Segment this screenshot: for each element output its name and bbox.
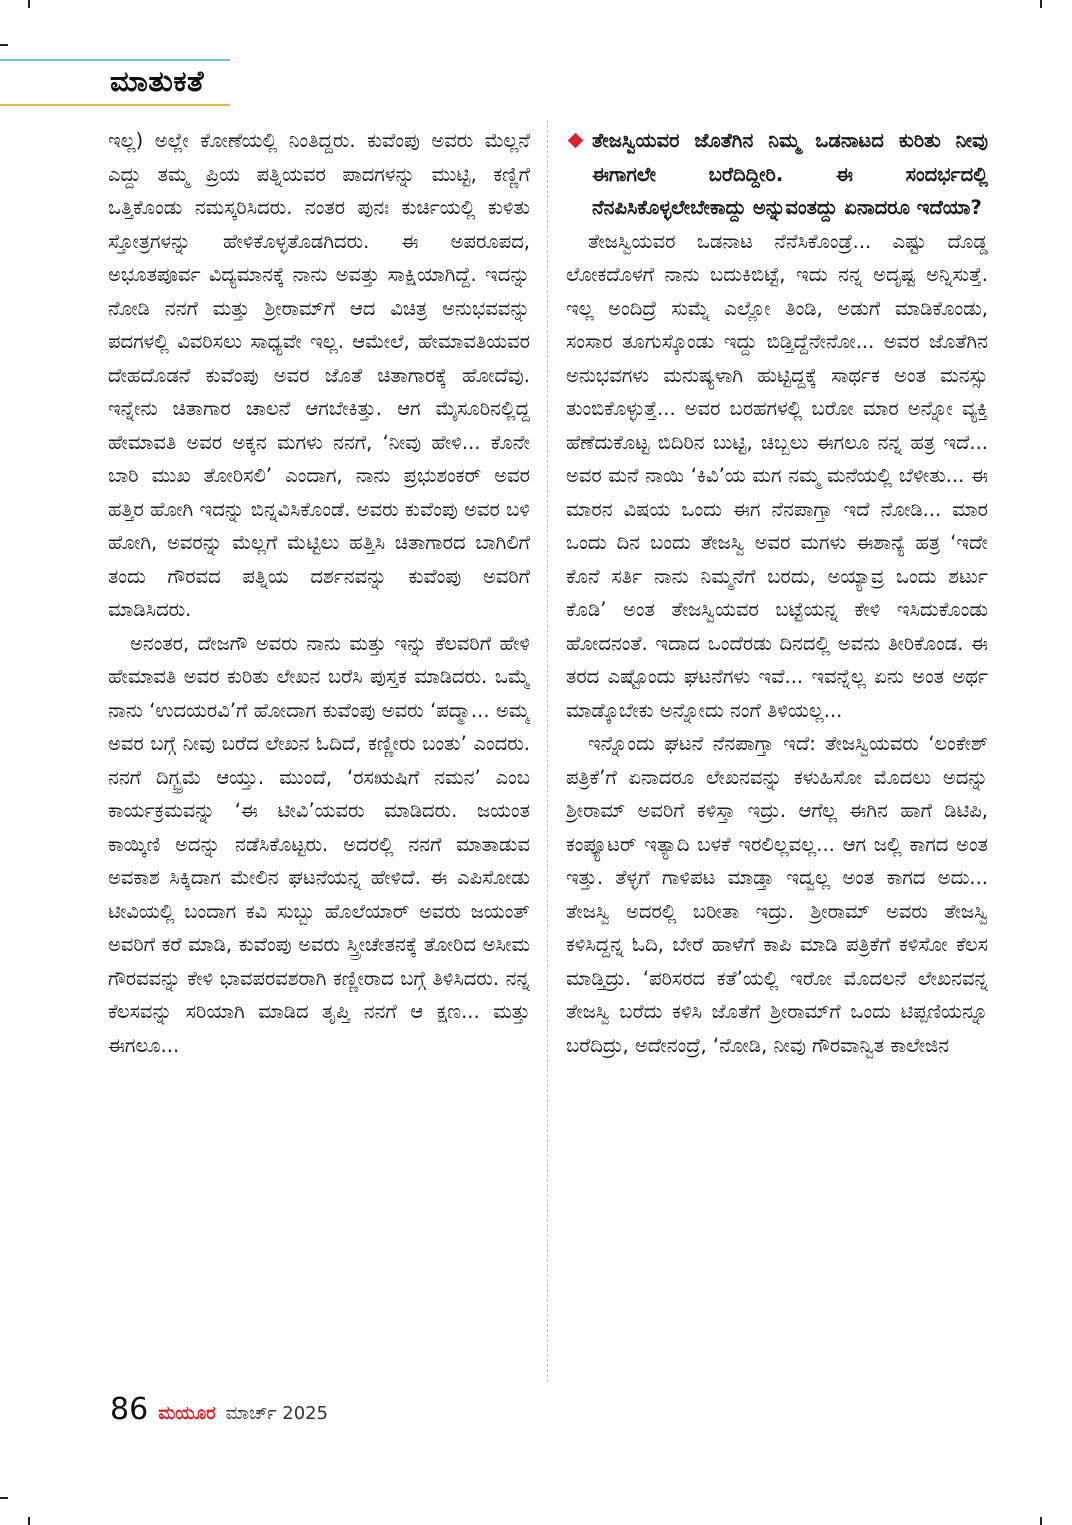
- interview-question: [566, 124, 988, 225]
- issue-date: ಮಾರ್ಚ್ 2025: [225, 1403, 329, 1424]
- question-text: ತೇಜಸ್ವಿಯವರ ಜೊತೆಗಿನ ನಿಮ್ಮ ಒಡನಾಟದ ಕುರಿತು ನೀವು ಈಗಾಗಲೇ ಬರೆದಿದ್ದೀರಿ. ಈ ಸಂದರ್ಭದಲ್ಲಿ ನೆನಪಿಸಿಕೊಳ್ಳಲೇಬೇಕಾದ್ದು ಅನ್ನುವಂತದ್ದು ಏನಾದರೂ ಇದೆಯಾ?: [592, 129, 988, 219]
- section-title: ಮಾತುಕತೆ: [110, 64, 204, 98]
- left-column: [108, 124, 530, 1382]
- crop-mark: [1040, 1517, 1042, 1525]
- crop-mark: [28, 0, 30, 8]
- right-column: [566, 124, 988, 1382]
- crop-mark: [1040, 0, 1042, 8]
- left-paragraph-2: ಅನಂತರ, ದೇಜಗೌ ಅವರು ನಾನು ಮತ್ತು ಇನ್ನು ಕೆಲವರಿಗೆ ಹೇಳಿ ಹೇಮಾವತಿ ಅವರ ಕುರಿತು ಲೇಖನ ಬರೆಸಿ ಪುಸ್ತಕ ಮಾಡಿದರು. ಒಮ್ಮೆ ನಾನು ‘ಉದಯರವಿ’ಗೆ ಹೋದಾಗ ಕುವೆಂಪು ಅವರು ‘ಪದ್ಮಾ... ಅಮ್ಮ ಅವರ ಬಗ್ಗೆ ನೀವು ಬರೆದ ಲೇಖನ ಓದಿದೆ, ಕಣ್ಣೀರು ಬಂತು’ ಎಂದರು. ನನಗೆ ದಿಗ್ಭ್ರಮೆ ಆಯ್ತು. ಮುಂದೆ, ‘ರಸಋಷಿಗೆ ನಮನ’ ಎಂಬ ಕಾರ್ಯಕ್ರಮವನ್ನು ‘ಈ ಟೀವಿ’ಯವರು ಮಾಡಿದರು. ಜಯಂತ ಕಾಯ್ಕಿಣಿ ಅದನ್ನು ನಡೆಸಿಕೊಟ್ಟರು. ಅದರಲ್ಲಿ ನನಗೆ ಮಾತಾಡುವ ಅವಕಾಶ ಸಿಕ್ಕಿದಾಗ ಮೇಲಿನ ಘಟನೆಯನ್ನ ಹೇಳಿದೆ. ಈ ಎಪಿಸೋಡು ಟೀವಿಯಲ್ಲಿ ಬಂದಾಗ ಕವಿ ಸುಬ್ಬು ಹೊಲೆಯಾರ್ ಅವರು ಜಯಂತ್ ಅವರಿಗೆ ಕರೆ ಮಾಡಿ, ಕುವೆಂಪು ಅವರು ಸ್ತ್ರೀಚೇತನಕ್ಕೆ ತೋರಿದ ಅಸೀಮ ಗೌರವವನ್ನು ಕೇಳಿ ಭಾವಪರವಶರಾಗಿ ಕಣ್ಣೀರಾದ ಬಗ್ಗೆ ತಿಳಿಸಿದರು. ನನ್ನ ಕೆಲಸವನ್ನು ಸರಿಯಾಗಿ ಮಾಡಿದ ತೃಪ್ತಿ ನನಗೆ ಆ ಕ್ಷಣ... ಮತ್ತು ಈಗಲೂ...: [108, 631, 530, 1057]
- magazine-logo: ಮಯೂರ: [158, 1403, 216, 1424]
- header-rule-yellow: [0, 104, 230, 106]
- column-divider: [547, 120, 548, 1382]
- right-paragraph-2: ಇನ್ನೊಂದು ಘಟನೆ ನೆನಪಾಗ್ತಾ ಇದೆ: ತೇಜಸ್ವಿಯವರು ‘ಲಂಕೇಶ್ ಪತ್ರಿಕೆ’ಗೆ ಏನಾದರೂ ಲೇಖನವನ್ನು ಕಳುಹಿಸೋ ಮೊದಲು ಅದನ್ನು ಶ್ರೀರಾಮ್ ಅವರಿಗೆ ಕಳಿಸ್ತಾ ಇದ್ರು. ಆಗೆಲ್ಲ ಈಗಿನ ಹಾಗೆ ಡಿಟಿಪಿ, ಕಂಪ್ಯೂಟರ್ ಇತ್ಯಾದಿ ಬಳಕೆ ಇರಲಿಲ್ಲವಲ್ಲ... ಆಗ ಜಲ್ಲಿ ಕಾಗದ ಅಂತ ಇತ್ತು. ತೆಳ್ಳಗೆ ಗಾಳಿಪಟ ಮಾಡ್ತಾ ಇದ್ವಲ್ಲ ಅಂತ ಕಾಗದ ಅದು... ತೇಜಸ್ವಿ ಅದರಲ್ಲಿ ಬರೀತಾ ಇದ್ರು. ಶ್ರೀರಾಮ್ ಅವರು ತೇಜಸ್ವಿ ಕಳಿಸಿದ್ದನ್ನ ಓದಿ, ಬೇರೆ ಹಾಳೆಗೆ ಕಾಪಿ ಮಾಡಿ ಪತ್ರಿಕೆಗೆ ಕಳಿಸೋ ಕೆಲಸ ಮಾಡ್ತಿದ್ರು. ‘ಪರಿಸರದ ಕತೆ’ಯಲ್ಲಿ ಇರೋ ಮೊದಲನೆ ಲೇಖನವನ್ನ ತೇಜಸ್ವಿ ಬರೆದು ಕಳಿಸಿ ಜೊತೆಗೆ ಶ್ರೀರಾಮ್‌ಗೆ ಒಂದು ಟಿಪ್ಪಣಿಯನ್ನೂ ಬರೆದಿದ್ರು, ಅದೇನಂದ್ರೆ, ‘ನೋಡಿ, ನೀವು ಗೌರವಾನ್ವಿತ ಕಾಲೇಜಿನ: [566, 732, 988, 1057]
- crop-mark: [0, 44, 8, 46]
- page-footer: [110, 1392, 328, 1428]
- page-number: 86: [110, 1392, 149, 1427]
- crop-mark: [28, 1517, 30, 1525]
- right-paragraph-1: ತೇಜಸ್ವಿಯವರ ಒಡನಾಟ ನೆನೆಸಿಕೊಂಡ್ರೆ... ಎಷ್ಟು ದೊಡ್ಡ ಲೋಕದೊಳಗೆ ನಾನು ಬದುಕಿಬಿಟ್ಟೆ, ಇದು ನನ್ನ ಅದೃಷ್ಟ ಅನ್ನಿಸುತ್ತೆ. ಇಲ್ಲ ಅಂದಿದ್ರೆ ಸುಮ್ನೆ ಎಲ್ಲೋ ತಿಂಡಿ, ಅಡುಗೆ ಮಾಡಿಕೊಂಡು, ಸಂಸಾರ ತೂಗುಸ್ಕೊಂಡು ಇದ್ದು ಬಿಡ್ತಿದ್ದೆನೇನೋ... ಅವರ ಜೊತೆಗಿನ ಅನುಭವಗಳು ಮನುಷ್ಯಳಾಗಿ ಹುಟ್ಟಿದ್ದಕ್ಕೆ ಸಾರ್ಥಕ ಅಂತ ಮನಸ್ಸು ತುಂಬಿಕೊಳ್ಳುತ್ತೆ... ಅವರ ಬರಹಗಳಲ್ಲಿ ಬರೋ ಮಾರ ಅನ್ನೋ ವ್ಯಕ್ತಿ ಹೆಣೆದುಕೊಟ್ಟ ಬಿದಿರಿನ ಬುಟ್ಟಿ, ಚಿಬ್ಬಲು ಈಗಲೂ ನನ್ನ ಹತ್ರ ಇದೆ... ಅವರ ಮನೆ ನಾಯಿ ‘ಕಿವಿ’ಯ ಮಗ ನಮ್ಮ ಮನೆಯಲ್ಲಿ ಬೆಳೀತು... ಈ ಮಾರನ ವಿಷಯ ಒಂದು ಈಗ ನೆನಪಾಗ್ತಾ ಇದೆ ನೋಡಿ... ಮಾರ ಒಂದು ದಿನ ಬಂದು ತೇಜಸ್ವಿ ಅವರ ಮಗಳು ಈಶಾನ್ಯೆ ಹತ್ರ ‘ಇದೇ ಕೊನೆ ಸರ್ತಿ ನಾನು ನಿಮ್ಮನೆಗೆ ಬರದು, ಅಯ್ಯಾವ್ರ ಒಂದು ಶರ್ಟು ಕೊಡಿ’ ಅಂತ ತೇಜಸ್ವಿಯವರ ಬಟ್ಟೆಯನ್ನ ಕೇಳಿ ಇಸಿದುಕೊಂಡು ಹೋದನಂತೆ. ಇದಾದ ಒಂದೆರಡು ದಿನದಲ್ಲಿ ಅವನು ತೀರಿಕೊಂಡ. ಈ ತರದ ಎಷ್ಟೊಂದು ಘಟನೆಗಳು ಇವೆ... ಇವನ್ನೆಲ್ಲ ಏನು ಅಂತ ಅರ್ಥ ಮಾಡ್ಕೊಬೇಕು ಅನ್ನೋದು ನಂಗೆ ತಿಳಿಯಲ್ಲ...: [566, 229, 988, 722]
- crop-mark: [0, 1497, 8, 1499]
- diamond-bullet-icon: [568, 133, 584, 149]
- header-rule-blue: [0, 59, 230, 61]
- left-paragraph-1: ಇಲ್ಲ) ಅಲ್ಲೇ ಕೋಣೆಯಲ್ಲಿ ನಿಂತಿದ್ದರು. ಕುವೆಂಪು ಅವರು ಮೆಲ್ಲನೆ ಎದ್ದು ತಮ್ಮ ಪ್ರಿಯ ಪತ್ನಿಯವರ ಪಾದಗಳನ್ನು ಮುಟ್ಟಿ, ಕಣ್ಣಿಗೆ ಒತ್ತಿಕೊಂಡು ನಮಸ್ಕರಿಸಿದರು. ನಂತರ ಪುನಃ ಕುರ್ಚಿಯಲ್ಲಿ ಕುಳಿತು ಸ್ತೋತ್ರಗಳನ್ನು ಹೇಳಿಕೊಳ್ಳತೊಡಗಿದರು. ಈ ಅಪರೂಪದ, ಅಭೂತಪೂರ್ವ ವಿದ್ಯಮಾನಕ್ಕೆ ನಾನು ಅವತ್ತು ಸಾಕ್ಷಿಯಾಗಿದ್ದೆ. ಇದನ್ನು ನೋಡಿ ನನಗೆ ಮತ್ತು ಶ್ರೀರಾಮ್‌ಗೆ ಆದ ವಿಚಿತ್ರ ಅನುಭವವನ್ನು ಪದಗಳಲ್ಲಿ ವಿವರಿಸಲು ಸಾಧ್ಯವೇ ಇಲ್ಲ. ಆಮೇಲೆ, ಹೇಮಾವತಿಯವರ ದೇಹದೊಡನೆ ಕುವೆಂಪು ಅವರ ಜೊತೆ ಚಿತಾಗಾರಕ್ಕೆ ಹೋದೆವು. ಇನ್ನೇನು ಚಿತಾಗಾರ ಚಾಲನೆ ಆಗಬೇಕಿತ್ತು. ಆಗ ಮೈಸೂರಿನಲ್ಲಿದ್ದ ಹೇಮಾವತಿ ಅವರ ಅಕ್ಕನ ಮಗಳು ನನಗೆ, ‘ನೀವು ಹೇಳಿ... ಕೊನೇ ಬಾರಿ ಮುಖ ತೋರಿಸಲಿ’ ಎಂದಾಗ, ನಾನು ಪ್ರಭುಶಂಕರ್ ಅವರ ಹತ್ತಿರ ಹೋಗಿ ಇದನ್ನು ಬಿನ್ನವಿಸಿಕೊಂಡೆ. ಅವರು ಕುವೆಂಪು ಅವರ ಬಳಿ ಹೋಗಿ, ಅವರನ್ನು ಮೆಲ್ಲಗೆ ಮೆಟ್ಟಿಲು ಹತ್ತಿಸಿ ಚಿತಾಗಾರದ ಬಾಗಿಲಿಗೆ ತಂದು ಗೌರವದ ಪತ್ನಿಯ ದರ್ಶನವನ್ನು ಕುವೆಂಪು ಅವರಿಗೆ ಮಾಡಿಸಿದರು.: [108, 129, 530, 621]
